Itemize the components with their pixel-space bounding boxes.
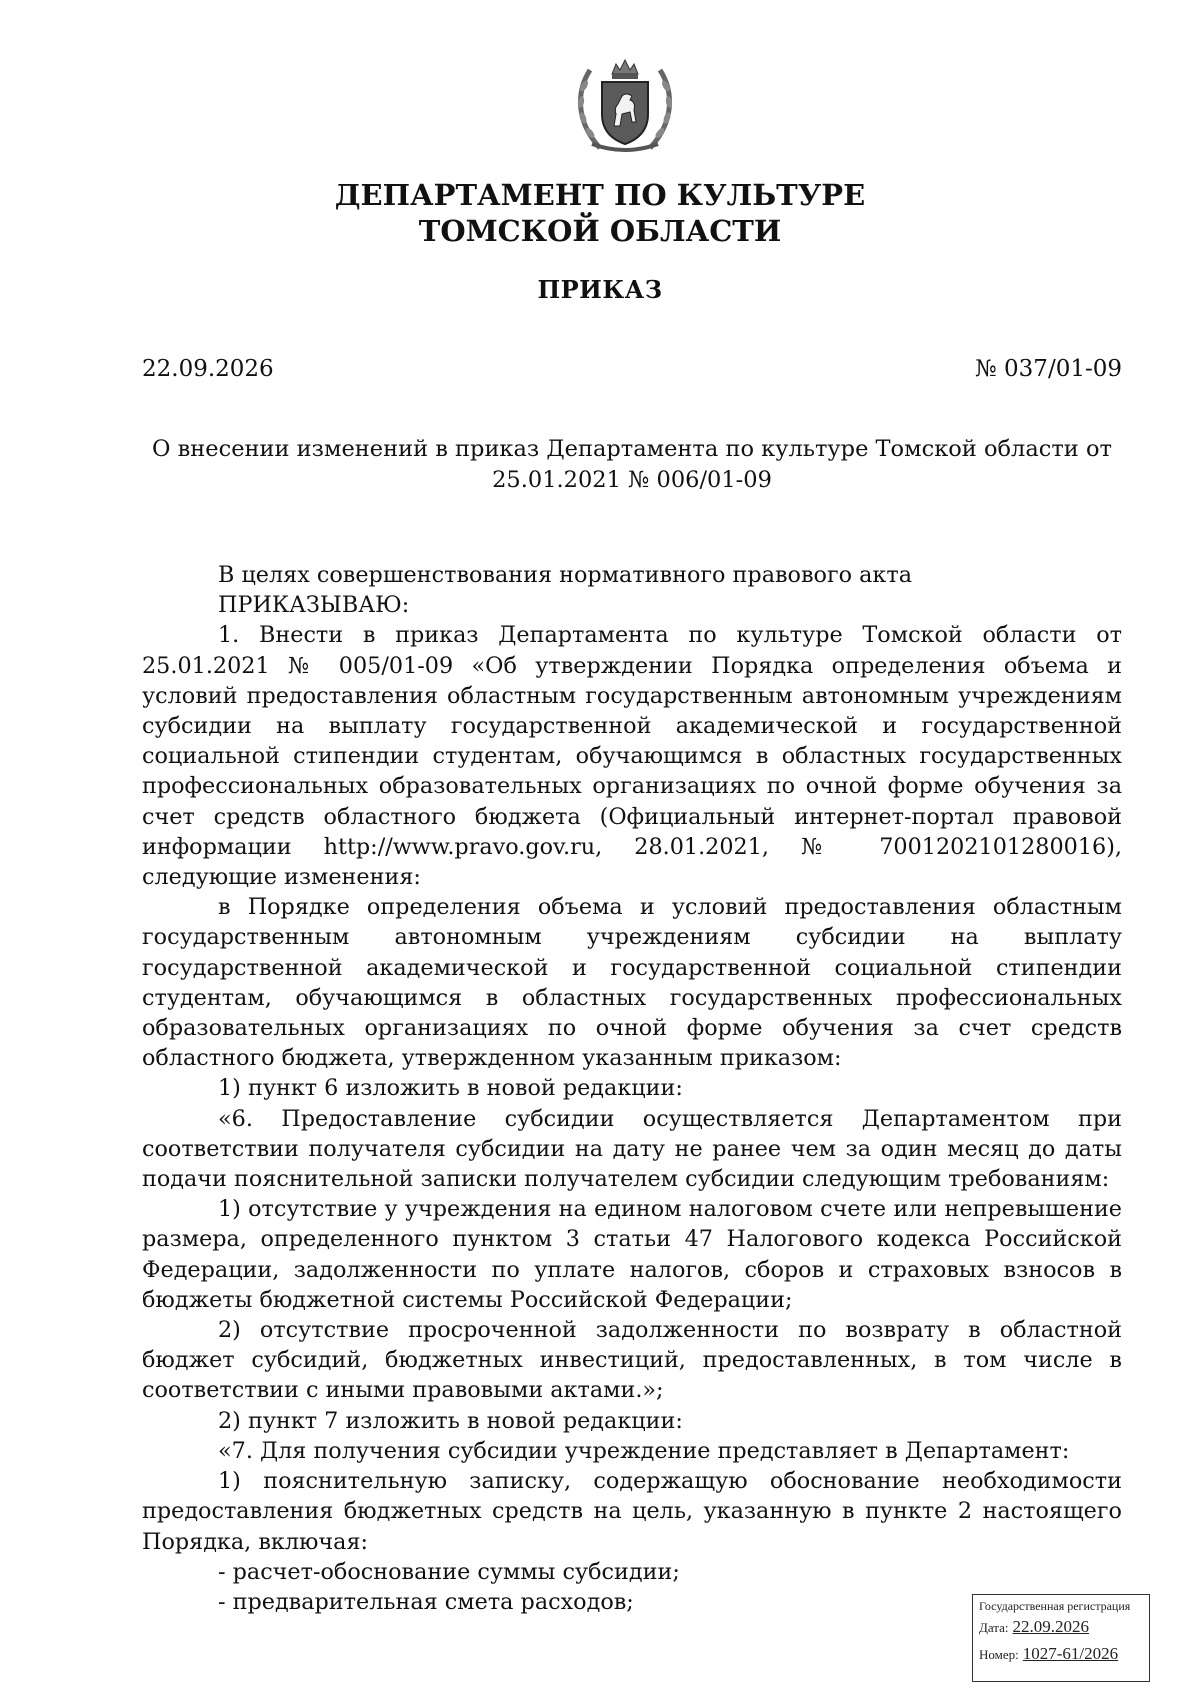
registration-title: Государственная регистрация — [979, 1599, 1131, 1613]
body-paragraph: 1. Внести в приказ Департамента по культуре Томской области от 25.01.2021 № 005/01-09 «Об утверждении Порядка определения объема и условий предоставления областным государственным автономным учреждениям субсидии на выплату государственной академической и государственной социальной стипендии студентам, обучающимся в областных государственных профессиональных образовательных организациях по очной форме обучения за счет средств областного бюджета (Официальный интернет-портал правовой информации http://www.pravo.gov.ru, 28.01.2021, № 7001202101280016), следующие изменения: — [142, 622, 1122, 891]
body-paragraph: «6. Предоставление субсидии осуществляется Департаментом при соответствии получателя субсидии на дату не ранее чем за один месяц до даты подачи пояснительной записки получателем субсидии следующим требованиям: — [142, 1105, 1122, 1193]
body-paragraph: в Порядке определения объема и условий предоставления областным государственным автономным учреждениям субсидии на выплату государственной академической и государственной социальной стипендии студентам, обучающимся в областных государственных профессиональных образовательных организациях по очной форме обучения за счет средств областного бюджета, утвержденном указанным приказом: — [142, 894, 1122, 1072]
registration-number-value: 1027-61/2026 — [1022, 1644, 1119, 1663]
document-subject: О внесении изменений в приказ Департамента по культуре Томской области от 25.01.2021 № 006/01-09 — [152, 436, 1112, 493]
body-paragraph: - предварительная смета расходов; — [218, 1588, 634, 1615]
document-body — [142, 560, 1122, 1617]
body-paragraph: «7. Для получения субсидии учреждение представляет в Департамент: — [218, 1437, 1070, 1464]
body-paragraph: 1) пункт 6 изложить в новой редакции: — [218, 1075, 683, 1102]
document-date: 22.09.2026 — [142, 356, 274, 382]
body-paragraph: В целях совершенствования нормативного правового акта — [218, 562, 912, 588]
registration-date-value: 22.09.2026 — [1012, 1617, 1090, 1636]
registration-date-line — [979, 1614, 1143, 1641]
organization-name-line2: ТОМСКОЙ ОБЛАСТИ — [418, 214, 782, 248]
body-paragraph: 2) пункт 7 изложить в новой редакции: — [218, 1407, 683, 1434]
body-paragraph: - расчет-обоснование суммы субсидии; — [218, 1558, 680, 1585]
document-type: ПРИКАЗ — [537, 275, 663, 304]
body-paragraph: 1) отсутствие у учреждения на едином налоговом счете или непревышение размера, определенного пунктом 3 статьи 47 Налогового кодекса Российской Федерации, задолженности по уплате налогов, сборов и страховых взносов в бюджеты бюджетной системы Российской Федерации; — [142, 1196, 1122, 1313]
body-paragraph: 2) отсутствие просроченной задолженности по возврату в областной бюджет субсидий, бюджетных инвестиций, предоставленных, в том числе в соответствии с иными правовыми актами.»; — [142, 1317, 1122, 1404]
body-paragraph: 1) пояснительную записку, содержащую обоснование необходимости предоставления бюджетных средств на цель, указанную в пункте 2 настоящего Порядка, включая: — [142, 1468, 1122, 1555]
registration-date-label: Дата: — [979, 1620, 1009, 1635]
body-paragraph: ПРИКАЗЫВАЮ: — [218, 592, 410, 619]
registration-number-label: Номер: — [979, 1647, 1019, 1662]
tomsk-region-coat-of-arms-icon — [570, 52, 680, 158]
registration-stamp — [972, 1594, 1150, 1682]
organization-name-line1: ДЕПАРТАМЕНТ ПО КУЛЬТУРЕ — [334, 178, 866, 212]
registration-number-line — [979, 1641, 1143, 1668]
document-number: № 037/01-09 — [974, 356, 1122, 382]
